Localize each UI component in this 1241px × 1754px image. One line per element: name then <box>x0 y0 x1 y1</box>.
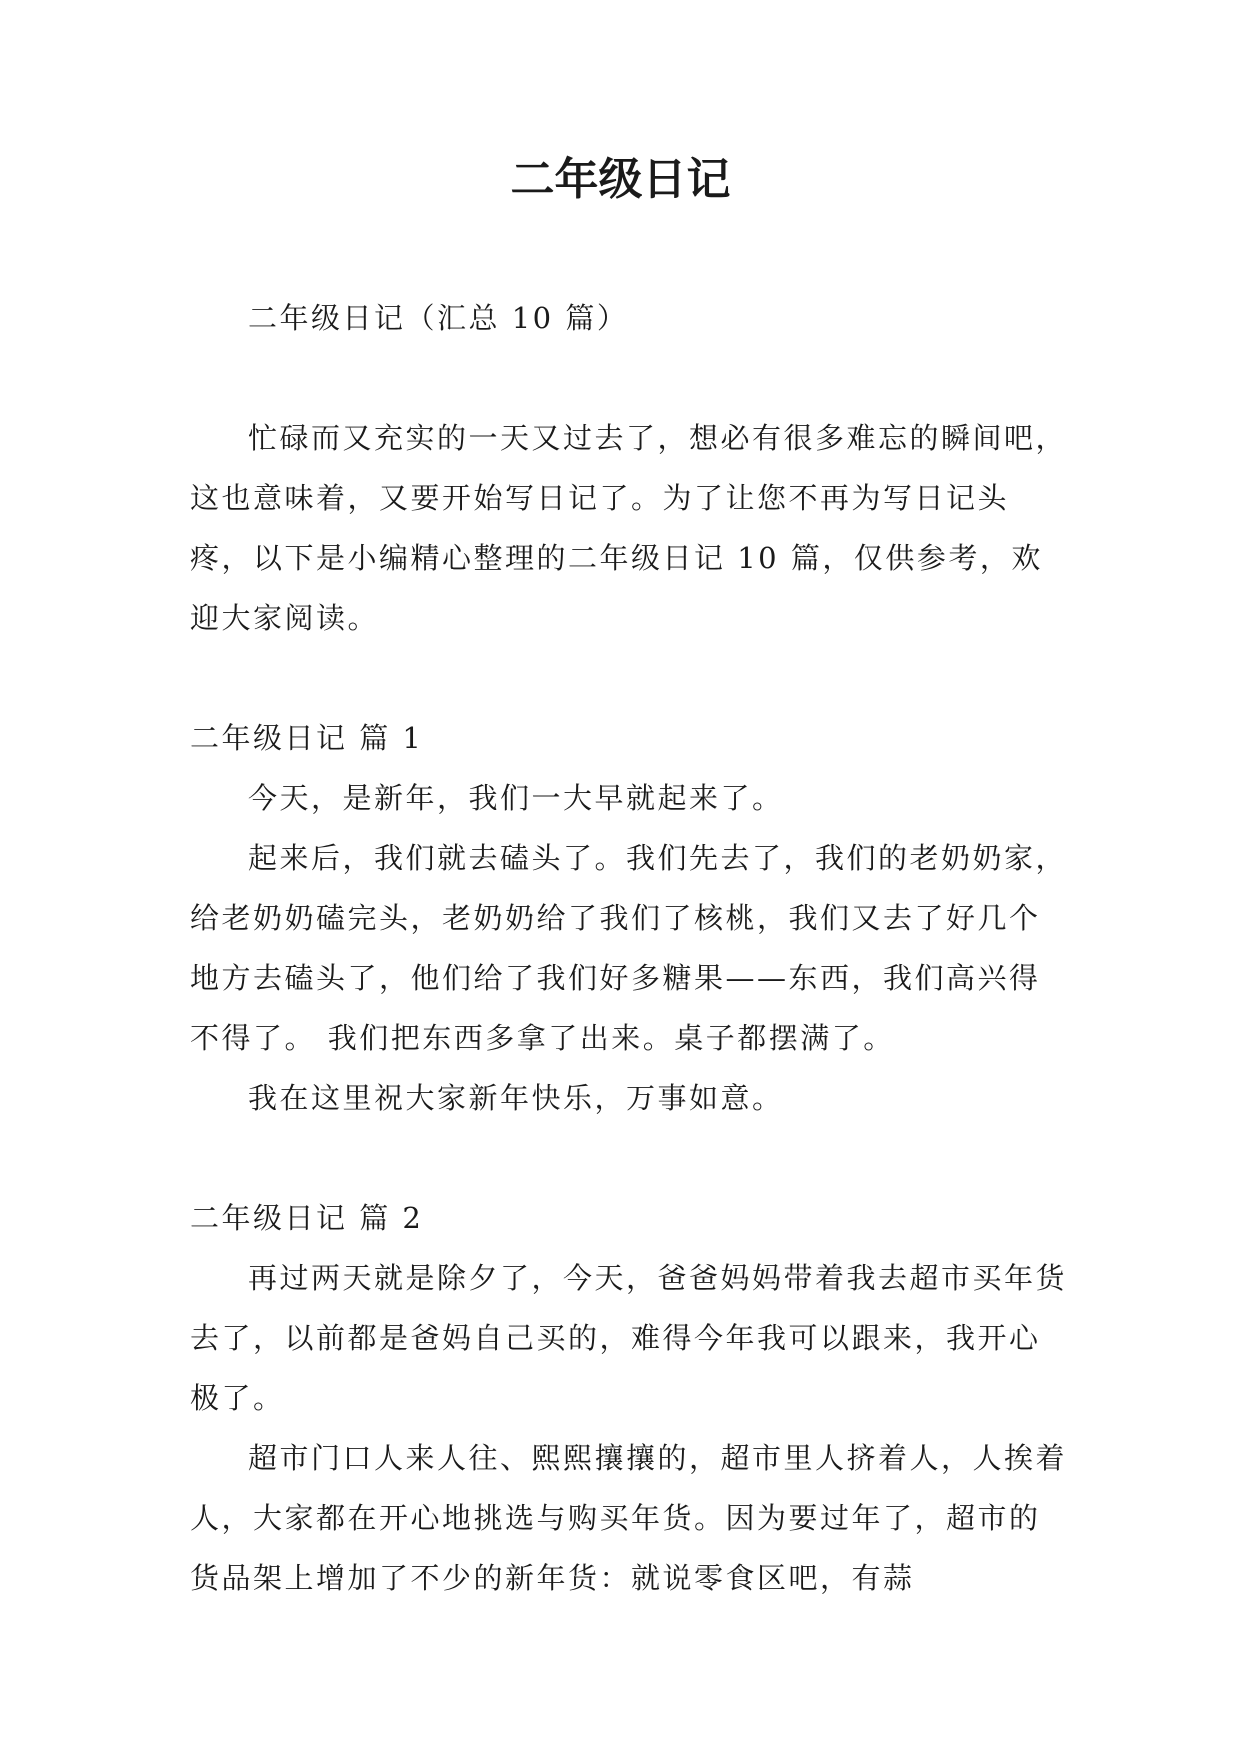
entry-paragraph: 我在这里祝大家新年快乐，万事如意。 <box>248 1081 784 1115</box>
document-title: 二年级日记 <box>510 154 731 205</box>
document-body <box>190 288 1070 1608</box>
entry-heading: 二年级日记 篇 2 <box>190 1201 424 1235</box>
entry-paragraph: 起来后，我们就去磕头了。我们先去了，我们的老奶奶家，给老奶奶磕完头，老奶奶给了我们了核桃，我们又去了好几个地方去磕头了，他们给了我们好多糖果——东西，我们高兴得不得了。 我们把东西多拿了出来。桌子都摆满了。 <box>190 841 1068 1055</box>
intro-paragraph: 忙碌而又充实的一天又过去了，想必有很多难忘的瞬间吧，这也意味着，又要开始写日记了。为了让您不再为写日记头疼，以下是小编精心整理的二年级日记 10 篇，仅供参考，欢迎大家阅读。 <box>190 421 1068 635</box>
entry-paragraph: 再过两天就是除夕了，今天，爸爸妈妈带着我去超市买年货去了，以前都是爸妈自己买的，难得今年我可以跟来，我开心极了。 <box>190 1261 1068 1415</box>
spacer <box>190 348 1070 408</box>
entry-heading: 二年级日记 篇 1 <box>190 721 424 755</box>
spacer <box>190 1128 1070 1188</box>
entry-paragraph: 今天，是新年，我们一大早就起来了。 <box>248 781 784 815</box>
document-subtitle: 二年级日记（汇总 10 篇） <box>248 301 629 335</box>
spacer <box>190 648 1070 708</box>
entry-paragraph: 超市门口人来人往、熙熙攘攘的，超市里人挤着人，人挨着人，大家都在开心地挑选与购买年货。因为要过年了，超市的货品架上增加了不少的新年货：就说零食区吧，有蒜 <box>190 1441 1068 1595</box>
